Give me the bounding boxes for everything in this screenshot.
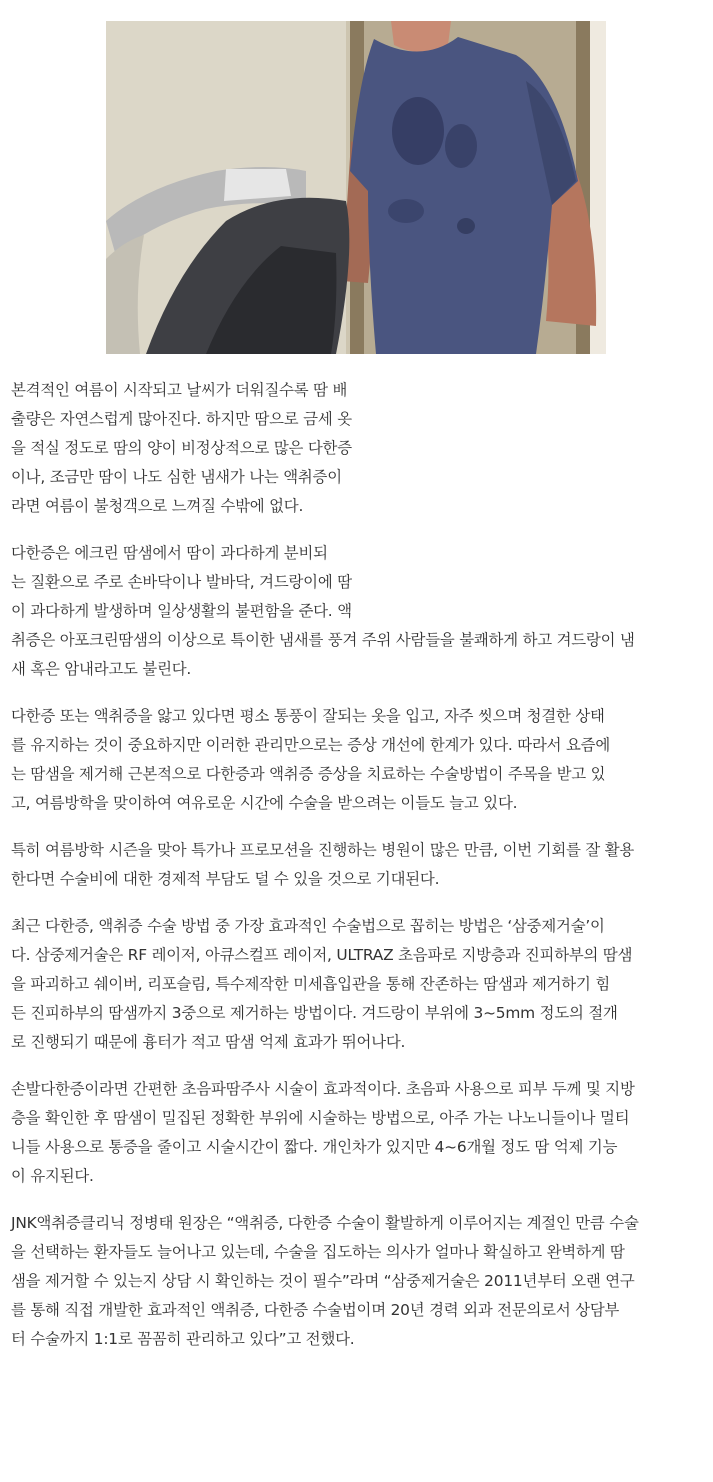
paragraph-ultrasound (11, 1075, 706, 1191)
text-line: 을 적실 정도로 땀의 양이 비정상적으로 많은 다한증 (11, 439, 352, 457)
text-line: 로 진행되기 때문에 흉터가 적고 땀샘 억제 효과가 뛰어나다. (11, 1033, 406, 1051)
text-line: 이 유지된다. (11, 1167, 94, 1185)
text-line: 본격적인 여름이 시작되고 날씨가 더워질수록 땀 배 (11, 381, 348, 399)
paragraph-management (11, 702, 706, 818)
paragraph-hyperhidrosis (11, 539, 706, 684)
text-line: 한다면 수술비에 대한 경제적 부담도 덜 수 있을 것으로 기대된다. (11, 870, 440, 888)
paragraph-promotion (11, 836, 706, 894)
text-line: 를 통해 직접 개발한 효과적인 액취증, 다한증 수술법이며 20년 경력 외과 전문의로서 상담부 (11, 1301, 620, 1319)
text-line: 고, 여름방학을 맞이하여 여유로운 시간에 수술을 받으려는 이들도 늘고 있다. (11, 794, 518, 812)
text-line: 라면 여름이 불청객으로 느껴질 수밖에 없다. (11, 497, 304, 515)
text-line: 다한증 또는 액취증을 앓고 있다면 평소 통풍이 잘되는 옷을 입고, 자주 씻으며 청결한 상태 (11, 707, 605, 725)
text-line: 출량은 자연스럽게 많아진다. 하지만 땀으로 금세 옷 (11, 410, 352, 428)
text-line: 는 땀샘을 제거해 근본적으로 다한증과 액취증 증상을 치료하는 수술방법이 주목을 받고 있 (11, 765, 606, 783)
paragraph-quote (11, 1209, 706, 1354)
text-line: 는 질환으로 주로 손바닥이나 발바닥, 겨드랑이에 땀 (11, 573, 352, 591)
text-line: 든 진피하부의 땀샘까지 3중으로 제거하는 방법이다. 겨드랑이 부위에 3~5mm 정도의 절개 (11, 1004, 618, 1022)
text-line: 새 혹은 암내라고도 불린다. (11, 660, 192, 678)
text-line: 를 유지하는 것이 중요하지만 이러한 관리만으로는 증상 개선에 한계가 있다. 따라서 요즘에 (11, 736, 610, 754)
text-line: 을 선택하는 환자들도 늘어나고 있는데, 수술을 집도하는 의사가 얼마나 확실하고 완벽하게 땀 (11, 1243, 625, 1261)
text-line: 터 수술까지 1:1로 꼼꼼히 관리하고 있다”고 전했다. (11, 1330, 355, 1348)
text-line: 을 파괴하고 쉐이버, 리포슬림, 특수제작한 미세흡입관을 통해 잔존하는 땀샘과 제거하기 힘 (11, 975, 610, 993)
text-line: 손발다한증이라면 간편한 초음파땀주사 시술이 효과적이다. 초음파 사용으로 피부 두께 및 지방 (11, 1080, 635, 1098)
text-line: 최근 다한증, 액취증 수술 방법 중 가장 효과적인 수술법으로 꼽히는 방법은 ‘삼중제거술’이 (11, 917, 605, 935)
text-line: JNK액취증클리닉 정병태 원장은 “액취증, 다한증 수술이 활발하게 이루어지는 계절인 만큼 수술 (11, 1214, 639, 1232)
text-line: 층을 확인한 후 땀샘이 밀집된 정확한 부위에 시술하는 방법으로, 아주 가는 나노니들이나 멀티 (11, 1109, 630, 1127)
article-body (11, 376, 706, 1372)
text-line: 샘을 제거할 수 있는지 상담 시 확인하는 것이 필수”라며 “삼중제거술은 2011년부터 오랜 연구 (11, 1272, 635, 1290)
text-line: 다. 삼중제거술은 RF 레이저, 아큐스컬프 레이저, ULTRAZ 초음파로 지방층과 진피하부의 땀샘 (11, 946, 633, 964)
text-line: 이나, 조금만 땀이 나도 심한 냄새가 나는 액취증이 (11, 468, 342, 486)
text-line: 니들 사용으로 통증을 줄이고 시술시간이 짧다. 개인차가 있지만 4~6개월 정도 땀 억제 기능 (11, 1138, 618, 1156)
paragraph-triple-removal (11, 912, 706, 1057)
text-line: 이 과다하게 발생하며 일상생활의 불편함을 준다. 액 (11, 602, 352, 620)
paragraph-intro (11, 376, 396, 521)
text-line: 다한증은 에크린 땀샘에서 땀이 과다하게 분비되 (11, 544, 328, 562)
text-line: 취증은 아포크린땀샘의 이상으로 특이한 냄새를 풍겨 주위 사람들을 불쾌하게 하고 겨드랑이 냄 (11, 631, 635, 649)
text-line: 특히 여름방학 시즌을 맞아 특가나 프로모션을 진행하는 병원이 많은 만큼, 이번 기회를 잘 활용 (11, 841, 635, 859)
article-photo (106, 21, 606, 354)
